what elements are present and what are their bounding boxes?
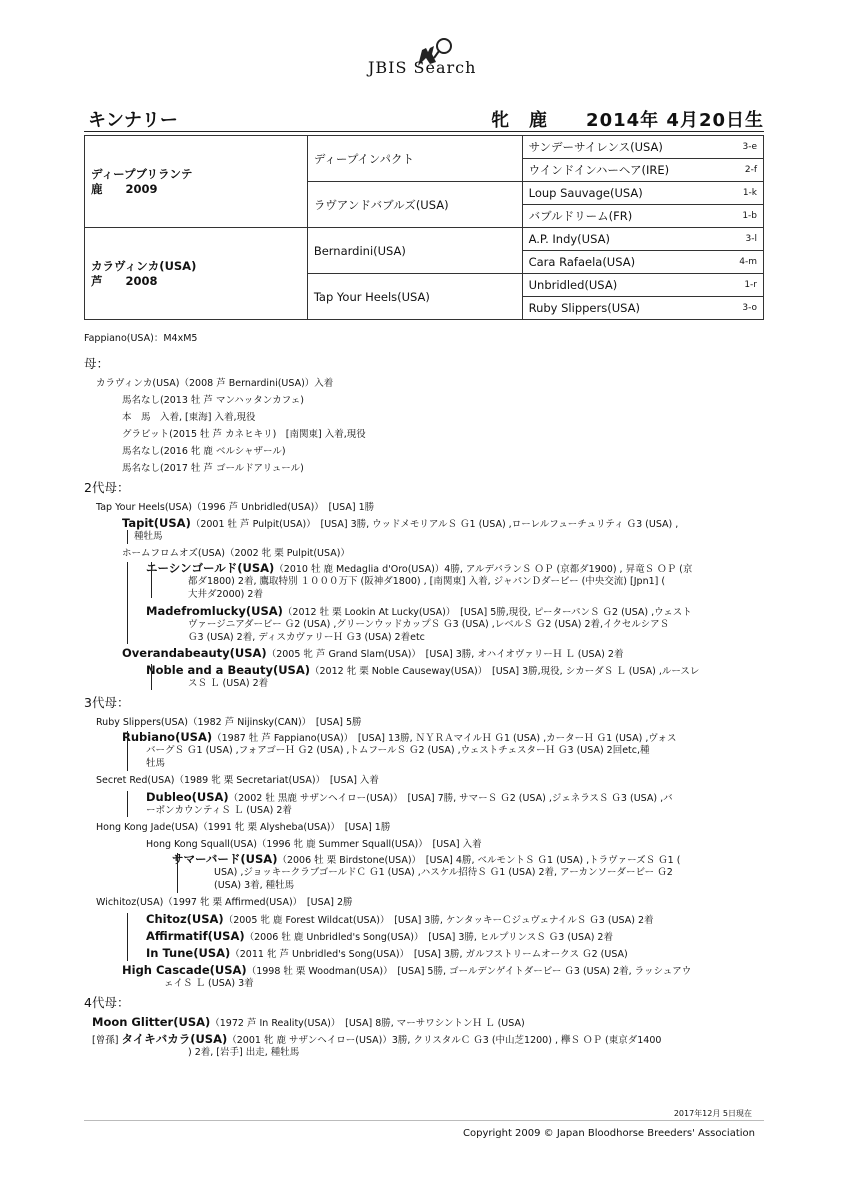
record-line — [122, 411, 256, 424]
record-line — [188, 677, 268, 690]
record-line — [146, 930, 613, 944]
record-text: Wichitoz(USA)（1997 牝 栗 Affirmed(USA)） [USA] 2勝 — [96, 897, 353, 908]
record-line — [188, 588, 263, 601]
pedigree-gen2: ラヴアンドバブルズ(USA) — [307, 182, 522, 228]
record-line — [96, 377, 333, 390]
bracket-bar — [127, 562, 128, 644]
pedigree-gen3-name: サンデーサイレンス(USA) — [522, 136, 720, 159]
pedigree-table — [84, 135, 764, 320]
horse-name-bold: In Tune(USA) — [146, 946, 231, 960]
record-text: カラヴィンカ(USA)（2008 芦 Bernardini(USA)）入着 — [96, 378, 334, 389]
record-line — [122, 731, 676, 745]
record-text: 牡馬 — [146, 758, 166, 769]
record-text: バーグＳ Ｇ1 (USA) ,フォアゴーＨ Ｇ2 (USA) ,トムフールＳ Ｇ2 (USA) ,ウェストチェスターＨ Ｇ3 (USA) 2回etc,種 — [146, 745, 650, 756]
jbis-logo — [330, 36, 530, 86]
record-line — [122, 428, 366, 441]
record-line — [146, 947, 628, 961]
pedigree-family: 1-b — [720, 205, 763, 228]
record-text: 本 馬 入着, [東海] 入着,現役 — [122, 412, 256, 423]
record-text: （2005 牝 鹿 Forest Wildcat(USA)） [USA] 3勝, ケンタッキーＣジュヴェナイルＳ Ｇ3 (USA) 2着 — [223, 915, 654, 926]
record-line — [92, 1016, 525, 1030]
record-text: ヴァージニアダービー Ｇ2 (USA) ,グリーンウッドカップＳ Ｇ3 (USA) ,レベルＳ Ｇ2 (USA) 2着,イクセルシアＳ — [188, 619, 670, 630]
horse-name: キンナリー — [88, 110, 178, 131]
record-text: ) 2着, [岩手] 出走, 種牡馬 — [188, 1047, 300, 1058]
record-text: （2001 牝 鹿 サザンヘイロー(USA)）3勝, クリスタルＣ Ｇ3 (中山芝1200) , 欅Ｓ ＯＰ (東京ダ1400 — [227, 1035, 662, 1046]
record-text: （2012 牝 栗 Noble Causeway(USA)） [USA] 3勝,現役, シカーダＳ Ｌ (USA) ,ルースレ — [310, 666, 700, 677]
bracket-bar — [127, 530, 128, 544]
dam-detail: 芦 2008 — [91, 273, 158, 288]
record-line — [122, 462, 304, 475]
record-text: Hong Kong Jade(USA)（1991 牝 栗 Alysheba(USA)） [USA] 1勝 — [96, 822, 391, 833]
horse-name-bold: Rubiano(USA) — [122, 730, 213, 744]
record-line — [214, 879, 294, 892]
record-text: （2006 牡 鹿 Unbridled's Song(USA)） [USA] 3勝, ヒルプリンスＳ Ｇ3 (USA) 2着 — [244, 932, 613, 943]
sire-detail: 鹿 2009 — [91, 181, 158, 196]
pedigree-gen3-name: A.P. Indy(USA) — [522, 228, 720, 251]
section-heading — [84, 481, 129, 494]
record-line — [146, 605, 692, 619]
record-text: 馬名なし(2017 牡 芦 ゴールドアリュール) — [122, 463, 304, 474]
pedigree-family: 1-k — [720, 182, 763, 205]
record-line — [122, 517, 678, 531]
bracket-bar — [151, 664, 152, 690]
bracket-bar — [127, 791, 128, 817]
footer-date: 2017年12月 5日現在 — [673, 1109, 752, 1118]
horse-name-bold: サマーバード(USA) — [172, 852, 278, 866]
record-line — [146, 562, 692, 576]
horse-name-bold: Moon Glitter(USA) — [92, 1015, 211, 1029]
horse-name-bold: Noble and a Beauty(USA) — [146, 663, 310, 677]
sire-name: ディープブリランテ — [91, 166, 193, 181]
record-text: ホームフロムオズ(USA)（2002 牝 栗 Pulpit(USA)） — [122, 548, 350, 559]
pedigree-gen3-name: ウインドインハーヘア(IRE) — [522, 159, 720, 182]
record-text: 種牡馬 — [134, 531, 163, 542]
record-text: （2010 牡 鹿 Medaglia d'Oro(USA)）4勝, アルデバランＳ ＯＰ (京都ダ1900) , 昇竜Ｓ ＯＰ (京 — [274, 564, 693, 575]
footer-copyright: Copyright 2009 © Japan Bloodhorse Breeders' Association — [463, 1128, 755, 1139]
record-line — [164, 977, 254, 990]
record-text: （1987 牡 芦 Fappiano(USA)） [USA] 13勝, ＮＹＲＡマイルＨ Ｇ1 (USA) ,カーターＨ Ｇ1 (USA) ,ヴォス — [212, 733, 677, 744]
record-text: （2011 牝 芦 Unbridled's Song(USA)） [USA] 3勝, ガルフストリームオークス Ｇ2 (USA) — [230, 949, 628, 960]
horse-name-bold: Overandabeauty(USA) — [122, 646, 267, 660]
record-line — [146, 791, 673, 805]
logo-text: JBIS Search — [368, 58, 477, 77]
inbreeding-note: Fappiano(USA)：M4xM5 — [84, 333, 198, 344]
pedigree-gen2: ディープインパクト — [307, 136, 522, 182]
record-text: 都ダ1800) 2着, 鷹取特別 １０００万下 (阪神ダ1800) , [南関東] 入着, ジャパンＤダービー (中央交流) [Jpn1] ( — [188, 576, 666, 587]
footer-rule — [84, 1120, 764, 1121]
record-text: Hong Kong Squall(USA)（1996 牝 鹿 Summer Squall(USA)） [USA] 入着 — [146, 839, 482, 850]
horse-header — [88, 106, 764, 131]
record-text: 馬名なし(2013 牡 芦 マンハッタンカフェ) — [122, 395, 305, 406]
record-line — [122, 647, 623, 661]
horse-name-bold: タイキバカラ(USA) — [121, 1032, 228, 1046]
record-line — [122, 547, 350, 560]
record-line — [172, 853, 680, 867]
record-text: （2005 牝 芦 Grand Slam(USA)） [USA] 3勝, オハイオヴァリーＨ Ｌ (USA) 2着 — [266, 649, 624, 660]
section-heading — [84, 996, 129, 1009]
record-text: 2代母： — [84, 480, 130, 495]
record-line — [122, 964, 691, 978]
record-text: [曾孫] — [92, 1035, 122, 1046]
horse-name-bold: High Cascade(USA) — [122, 963, 247, 977]
record-text: スＳ Ｌ (USA) 2着 — [188, 678, 269, 689]
record-text: （1998 牡 栗 Woodman(USA)） [USA] 5勝, ゴールデンゲイトダービー Ｇ3 (USA) 2着, ラッシュアウ — [246, 966, 692, 977]
record-line — [188, 631, 425, 644]
bracket-bar — [151, 562, 152, 598]
record-line — [146, 913, 654, 927]
record-text: Tap Your Heels(USA)（1996 芦 Unbridled(USA)） [USA] 1勝 — [96, 502, 375, 513]
record-text: グラビット(2015 牡 芦 カネヒキリ) [南関東] 入着,現役 — [122, 429, 366, 440]
header-rule — [84, 131, 764, 132]
horse-name-bold: Dubleo(USA) — [146, 790, 229, 804]
record-line — [96, 716, 362, 729]
record-text: Ｇ3 (USA) 2着, ディスカヴァリーＨ Ｇ3 (USA) 2着etc — [188, 632, 425, 643]
pedigree-family: 3-o — [720, 297, 763, 320]
record-line — [96, 501, 374, 514]
pedigree-family: 3-l — [720, 228, 763, 251]
record-line — [146, 838, 482, 851]
horse-name-bold: エーシンゴールド(USA) — [146, 561, 275, 575]
record-text: 馬名なし(2016 牝 鹿 ベルシャザール) — [122, 446, 286, 457]
record-line — [96, 821, 390, 834]
record-line — [146, 664, 699, 678]
record-line — [122, 445, 286, 458]
record-text: ェイＳ Ｌ (USA) 3着 — [164, 978, 254, 989]
section-heading — [84, 357, 109, 370]
section-heading — [84, 696, 129, 709]
record-text: 3代母： — [84, 695, 130, 710]
record-text: （2002 牡 黒鹿 サザンヘイロー(USA)） [USA] 7勝, サマーＳ Ｇ2 (USA) ,ジェネラスＳ Ｇ3 (USA) ,バ — [228, 793, 673, 804]
record-text: （2012 牡 栗 Lookin At Lucky(USA)） [USA] 5勝,現役, ピーターパンＳ Ｇ2 (USA) ,ウェスト — [282, 607, 692, 618]
pedigree-family: 3-e — [720, 136, 763, 159]
bracket-bar — [127, 913, 128, 961]
pedigree-family: 1-r — [720, 274, 763, 297]
pedigree-gen3-name: Loup Sauvage(USA) — [522, 182, 720, 205]
dam-cell — [85, 228, 308, 320]
record-line — [134, 530, 163, 543]
sire-cell — [85, 136, 308, 228]
record-text: Ruby Slippers(USA)（1982 芦 Nijinsky(CAN)） [USA] 5勝 — [96, 717, 362, 728]
record-line — [188, 575, 665, 588]
record-text: 4代母： — [84, 995, 130, 1010]
record-text: （2001 牡 芦 Pulpit(USA)） [USA] 3勝, ウッドメモリアルＳ Ｇ1 (USA) ,ローレルフューチュリティ Ｇ3 (USA) , — [190, 519, 679, 530]
pedigree-family: 2-f — [720, 159, 763, 182]
record-text: 母： — [84, 356, 110, 371]
bracket-bar — [127, 731, 128, 771]
record-text: ーボンカウンティＳ Ｌ (USA) 2着 — [146, 805, 292, 816]
pedigree-gen3-name: バブルドリーム(FR) — [522, 205, 720, 228]
record-line — [214, 866, 673, 879]
record-line — [96, 774, 379, 787]
pedigree-gen3-name: Ruby Slippers(USA) — [522, 297, 720, 320]
pedigree-gen3-name: Unbridled(USA) — [522, 274, 720, 297]
horse-name-bold: Chitoz(USA) — [146, 912, 224, 926]
record-text: （2006 牡 栗 Birdstone(USA)） [USA] 4勝, ベルモントＳ Ｇ1 (USA) ,トラヴァーズＳ Ｇ1 ( — [277, 855, 681, 866]
pedigree-gen2: Bernardini(USA) — [307, 228, 522, 274]
horse-name-bold: Affirmatif(USA) — [146, 929, 245, 943]
record-line — [146, 804, 292, 817]
record-text: USA) ,ジョッキークラブゴールドＣ Ｇ1 (USA) ,ハスケル招待Ｓ Ｇ1 (USA) 2着, アーカンソーダービー Ｇ2 — [214, 867, 673, 878]
record-line — [122, 394, 304, 407]
record-line — [146, 744, 650, 757]
record-text: (USA) 3着, 種牡馬 — [214, 880, 295, 891]
record-line — [188, 618, 669, 631]
record-line — [92, 1033, 661, 1047]
pedigree-family: 4-m — [720, 251, 763, 274]
horse-info: 牝 鹿 2014年 4月20日生 — [491, 110, 764, 131]
pedigree-gen2: Tap Your Heels(USA) — [307, 274, 522, 320]
record-line — [146, 757, 165, 770]
record-text: Secret Red(USA)（1989 牝 栗 Secretariat(USA)） [USA] 入着 — [96, 775, 379, 786]
record-line — [188, 1046, 299, 1059]
horse-name-bold: Madefromlucky(USA) — [146, 604, 283, 618]
horse-name-bold: Tapit(USA) — [122, 516, 191, 530]
pedigree-gen3-name: Cara Rafaela(USA) — [522, 251, 720, 274]
record-text: 大井ダ2000) 2着 — [188, 589, 263, 600]
record-line — [96, 896, 353, 909]
dam-name: カラヴィンカ(USA) — [91, 258, 197, 273]
record-text: （1972 芦 In Reality(USA)） [USA] 8勝, マーサワシントンＨ Ｌ (USA) — [210, 1018, 525, 1029]
bracket-bar — [177, 853, 178, 893]
